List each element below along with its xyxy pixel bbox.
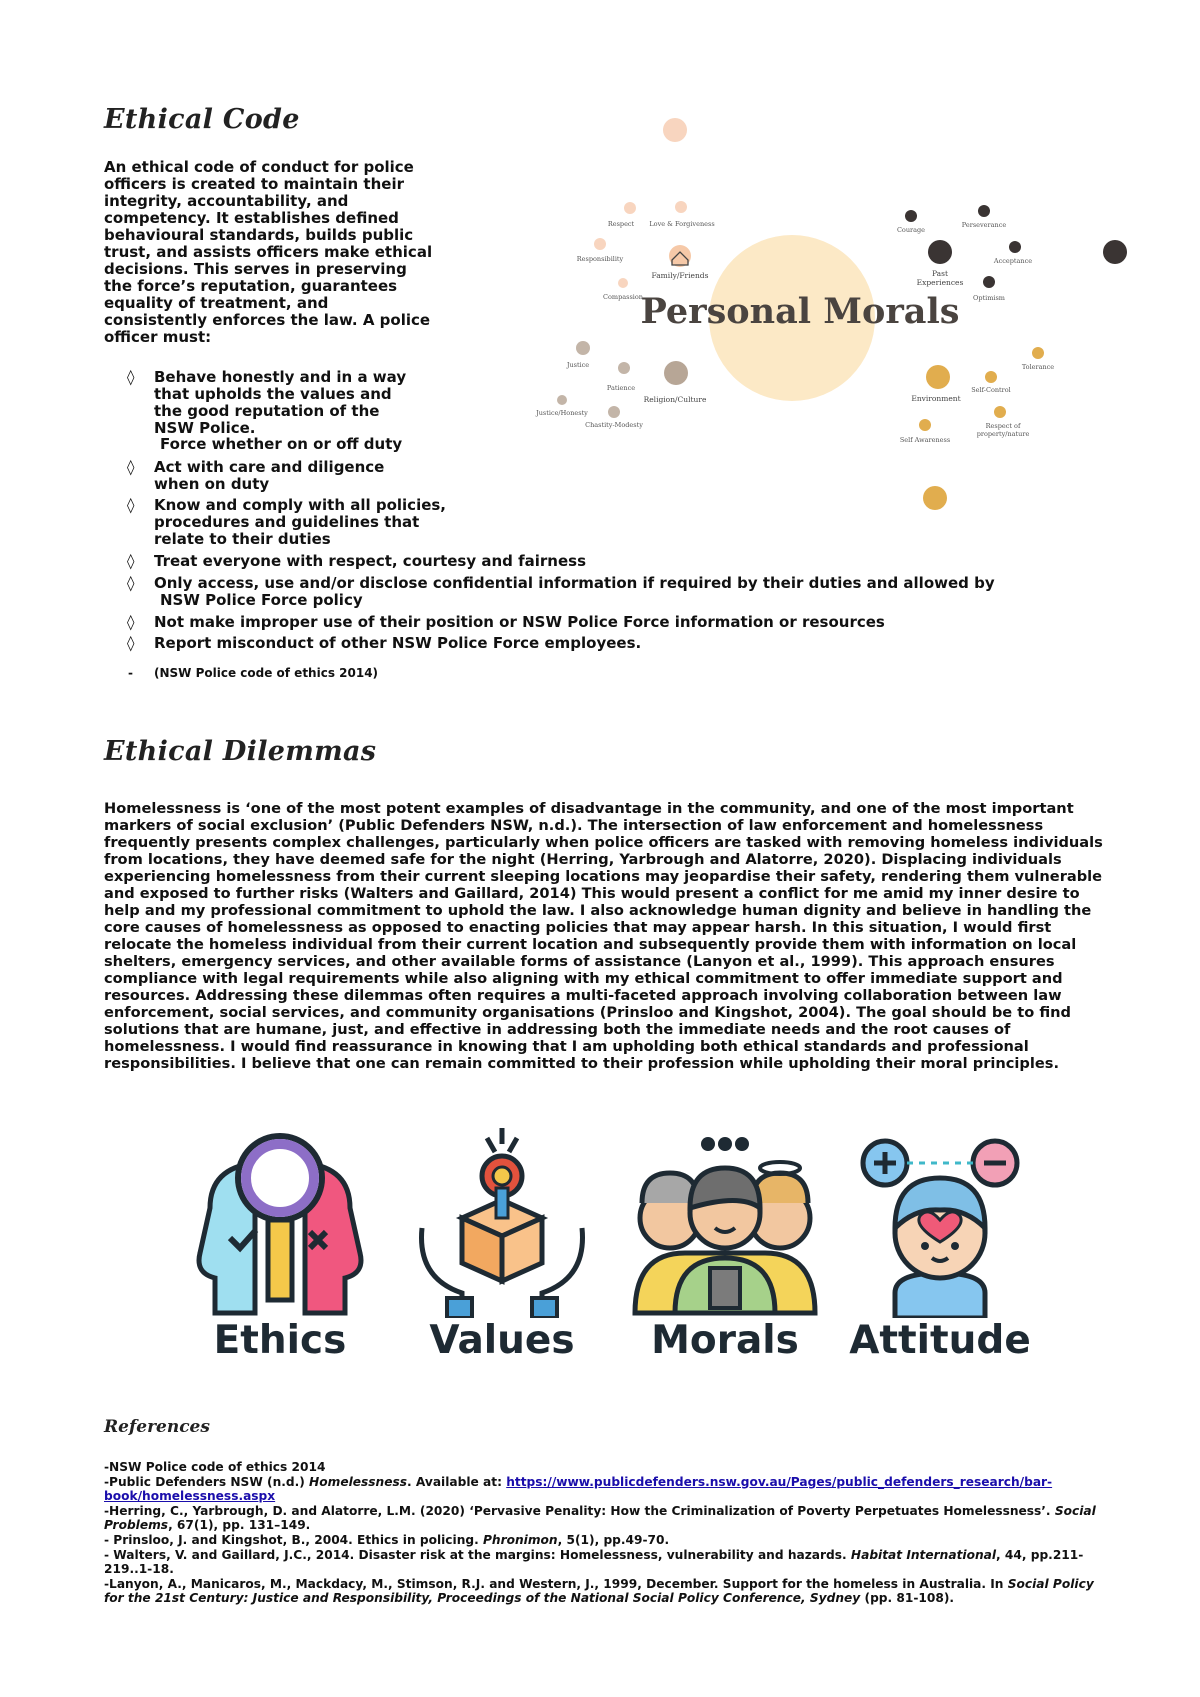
node-respect: Respect (607, 220, 635, 228)
node-past: Past (931, 269, 949, 278)
family-icon (669, 245, 691, 267)
node-dot (985, 371, 997, 383)
rule-item: ◊ Treat everyone with respect, courtesy and fairness (127, 552, 587, 570)
environment-icon (926, 365, 950, 389)
rule-item: ◊ Behave honestly and in a way that upholds the values and the good reputation of the NSW Police. (127, 368, 407, 437)
node-chastity: Chastity-Modesty (585, 421, 643, 429)
node-compassion: Compassion (603, 293, 643, 301)
past-icon (928, 240, 952, 264)
reference-item: -NSW Police code of ethics 2014 (104, 1460, 326, 1474)
node-dot (1103, 240, 1127, 264)
reference-item: - Prinsloo, J. and Kingshot, B., 2004. Ethics in policing. Phronimon, 5(1), pp.49-70. (104, 1532, 670, 1547)
reference-item: - Walters, V. and Gaillard, J.C., 2014. Disaster risk at the margins: Homelessness, vulnerability and hazards. Habitat International, 44, pp.211-219..1-18. (104, 1547, 1084, 1577)
node-dot (557, 395, 567, 405)
node-dot (608, 406, 620, 418)
reference-link[interactable]: https://www.publicdefenders.nsw.gov.au/Pages/public_defenders_research/bar-book/homelessness.aspx (104, 1474, 1053, 1504)
plus-minus-face-icon (855, 1128, 1025, 1318)
node-respect-property: Respect of (985, 422, 1021, 430)
node-dot (1032, 347, 1044, 359)
node-dot (978, 205, 990, 217)
icons-row (150, 1128, 1050, 1378)
references-heading: References (104, 1417, 210, 1437)
node-experiences: Experiences (916, 278, 964, 287)
label-morals: Morals (651, 1318, 799, 1363)
node-dot (923, 486, 947, 510)
node-dot (994, 406, 1006, 418)
label-ethics: Ethics (213, 1318, 347, 1363)
node-tolerance: Tolerance (1021, 363, 1055, 371)
node-courage: Courage (896, 226, 926, 234)
ethical-dilemmas-paragraph: Homelessness is ‘one of the most potent examples of disadvantage in the community, and one of the most important markers of social exclusion’ (Public Defenders NSW, n.d.). The intersection of law enforcement and homelessness frequently presents complex challenges, particularly when police officers are tasked with removing homeless individuals from locations, they have deemed safe for the night (Herring, Yarbrough and Alatorre, 2020). Displacing individuals experiencing homelessness from their current sleeping locations may jeopardise their safety, rendering them vulnerable and exposed to further risks (Walters and Gaillard, 2014) This would present a conflict for me amid my inner desire to help and my professional commitment to uphold the law. I also acknowledge human dignity and believe in handling the core causes of homelessness as opposed to enacting policies that may appear harsh. In this situation, I would first relocate the homeless individual from their current location and subsequently provide them with information on local shelters, emergency services, and other available forms of assistance (Lanyon et al., 1999). This approach ensures compliance with legal requirements while also aligning with my ethical commitment to offer immediate support and resources. Addressing these dilemmas often requires a multi-faceted approach involving collaboration between law enforcement, social services, and community organisations (Prinsloo and Kingshot, 2004). The goal should be to find solutions that are humane, just, and effective in addressing both the immediate needs and the root causes of homelessness. I would find reassurance in knowing that I am upholding both ethical standards and professional responsibilities. I believe that one can remain committed to their profession while upholding their moral principles. (104, 800, 1103, 1072)
rule-item: ◊ Report misconduct of other NSW Police Force employees. (127, 634, 642, 652)
node-perseverance: Perseverance (961, 221, 1007, 229)
node-dot (675, 201, 687, 213)
mind-map-title: Personal Morals (640, 291, 960, 332)
ethical-code-intro: An ethical code of conduct for police officers is created to maintain their integrity, accountability, and competency. It establishes defined behavioural standards, builds public trust, and assists officers make ethical decisions. This serves in preserving the force’s reputation, guarantees equality of treatment, and consistently enforces the law. A police officer must: (104, 158, 433, 346)
node-family: Family/Friends (651, 271, 709, 280)
three-people-icon (630, 1128, 820, 1318)
node-dot (576, 341, 590, 355)
node-dot (624, 202, 636, 214)
rule-item: ◊ Act with care and diligence when on duty (127, 458, 385, 493)
hands-box-icon (412, 1128, 592, 1318)
node-dot (663, 118, 687, 142)
religion-icon (664, 361, 688, 385)
rule-item-continuation: NSW Police Force policy (160, 591, 363, 609)
ethical-dilemmas-heading: Ethical Dilemmas (104, 736, 377, 767)
label-attitude: Attitude (849, 1318, 1031, 1363)
node-dot (618, 362, 630, 374)
ethical-code-heading: Ethical Code (104, 104, 300, 135)
two-heads-magnifier-icon (190, 1128, 370, 1318)
node-religion: Religion/Culture (643, 395, 707, 404)
citation-dash: - (128, 666, 133, 680)
node-acceptance: Acceptance (993, 257, 1033, 265)
node-patience: Patience (606, 384, 636, 392)
ethical-code-citation: (NSW Police code of ethics 2014) (154, 666, 379, 680)
node-optimism: Optimism (973, 294, 1005, 302)
node-environment: Environment (911, 394, 961, 403)
rule-item: ◊ Only access, use and/or disclose confidential information if required by their duties and allowed by (127, 574, 995, 592)
reference-item: -Herring, C., Yarbrough, D. and Alatorre, L.M. (2020) ‘Pervasive Penality: How the Criminalization of Poverty Perpetuates Homelessness’. Social Problems, 67(1), pp. 131–149. (104, 1503, 1096, 1533)
node-dot (905, 210, 917, 222)
node-dot (594, 238, 606, 250)
node-dot (983, 276, 995, 288)
node-self-awareness: Self Awareness (899, 436, 951, 444)
rule-item: ◊ Not make improper use of their position or NSW Police Force information or resources (127, 613, 885, 631)
node-justice: Justice (566, 361, 590, 369)
node-dot (1009, 241, 1021, 253)
references-list (104, 1460, 1104, 1606)
node-responsibility: Responsibility (576, 255, 624, 263)
reference-item: -Lanyon, A., Manicaros, M., Mackdacy, M., Stimson, R.J. and Western, J., 1999, December. Support for the homeless in Australia. In Social Policy for the 21st Century: Justice and Responsibility, Proceedings of the National Social Policy Conference, Sydney (pp. 81-108). (104, 1576, 1094, 1606)
node-love: Love & Forgiveness (649, 220, 715, 228)
node-self-control: Self-Control (971, 386, 1011, 394)
node-justice-honesty: Justice/Honesty (536, 409, 588, 417)
node-dot (919, 419, 931, 431)
node-respect-property-2: property/nature (976, 430, 1030, 438)
reference-item: -Public Defenders NSW (n.d.) Homelessness. Available at: https://www.publicdefenders.nsw.gov.au/Pages/public_defenders_research/bar-book/homelessness.aspx (104, 1474, 1053, 1504)
personal-morals-mind-map (520, 110, 1140, 510)
rule-item: ◊ Know and comply with all policies, procedures and guidelines that relate to their duties (127, 496, 447, 548)
node-dot (618, 278, 628, 288)
rule-item-continuation: Force whether on or off duty (160, 435, 403, 453)
label-values: Values (429, 1318, 575, 1363)
